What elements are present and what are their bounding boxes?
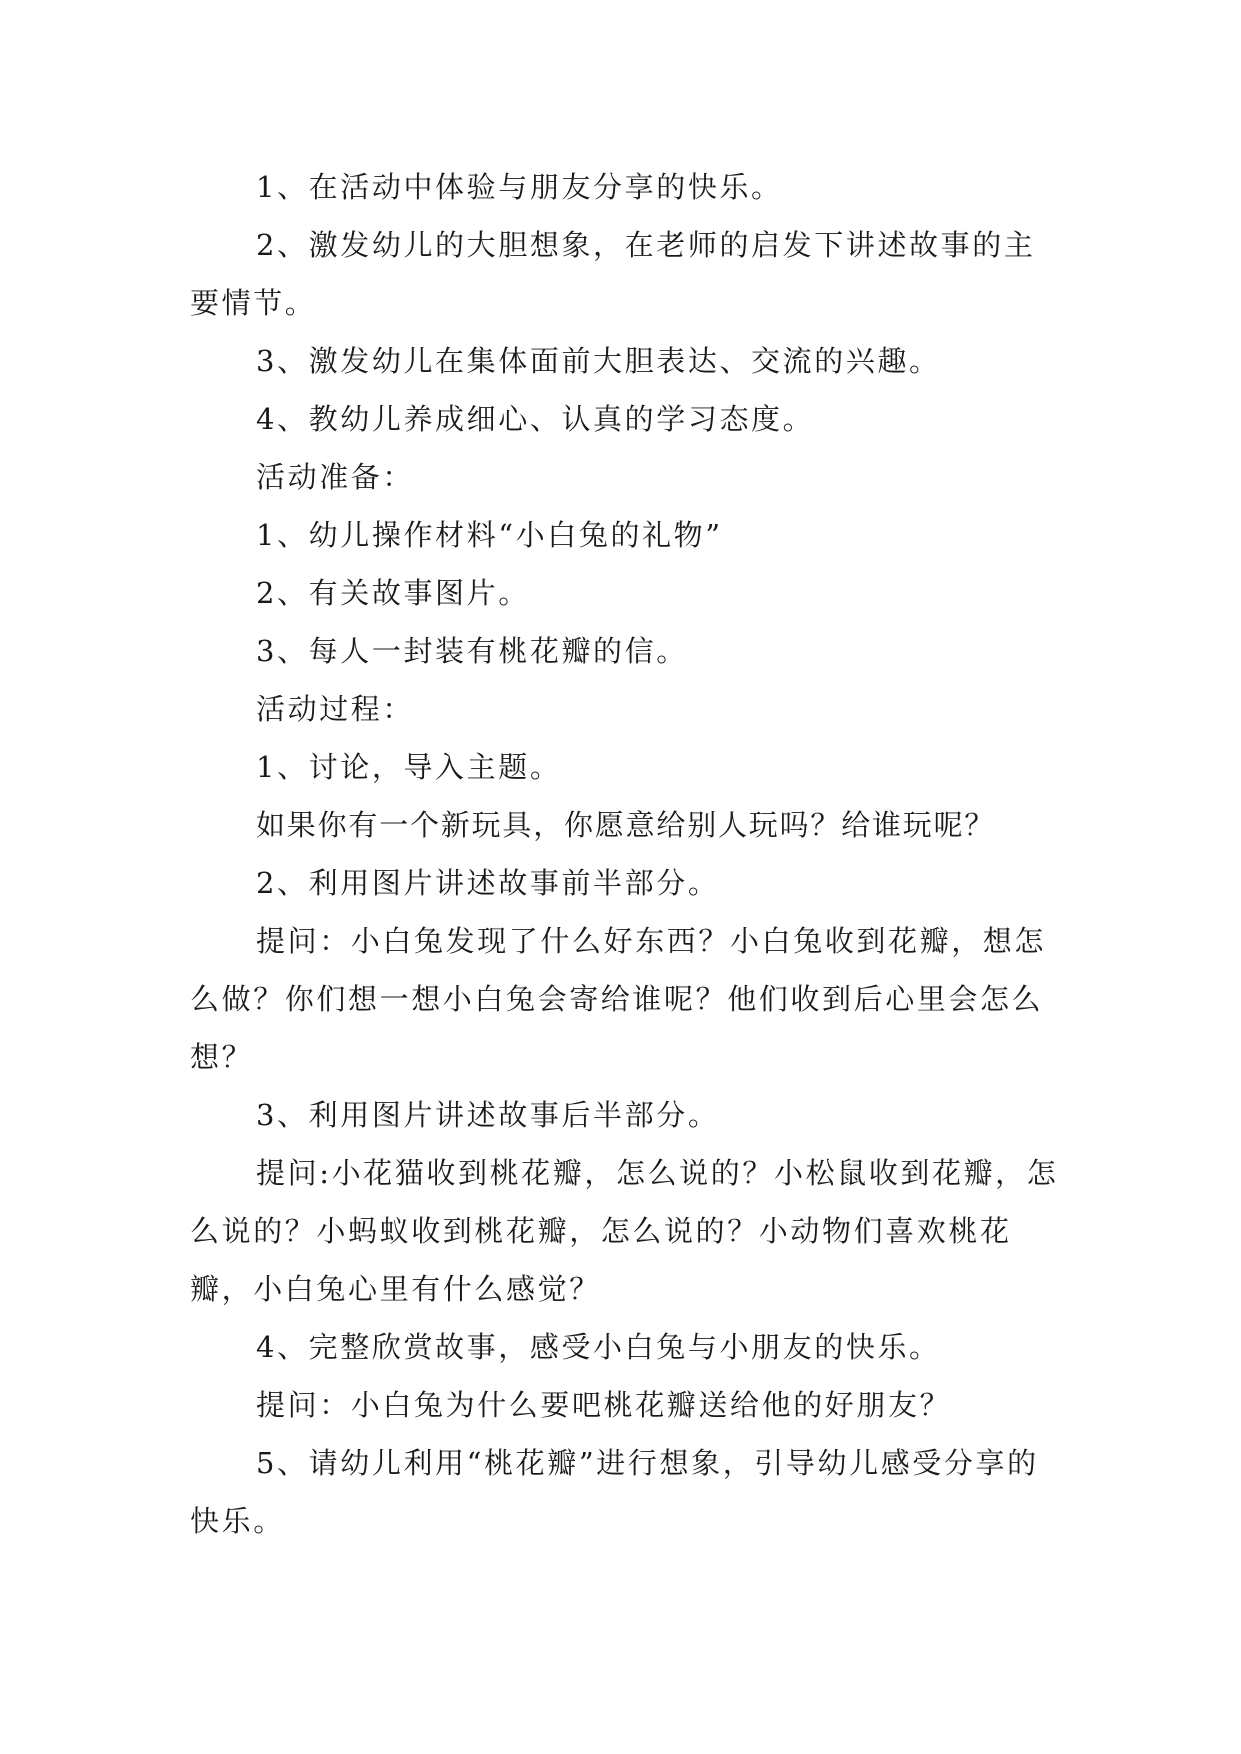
goal-item-1: 1、在活动中体验与朋友分享的快乐。: [256, 170, 783, 204]
section-heading-process: 活动过程：: [256, 692, 415, 726]
preparation-item-3: 3、每人一封装有桃花瓣的信。: [256, 634, 688, 668]
process-step-5: 5、请幼儿利用“桃花瓣”进行想象，引导幼儿感受分享的快乐。: [190, 1446, 1039, 1538]
process-step-1-question: 如果你有一个新玩具，你愿意给别人玩吗？给谁玩呢？: [256, 808, 996, 842]
process-step-1: 1、讨论，导入主题。: [256, 750, 562, 784]
goal-item-3: 3、激发幼儿在集体面前大胆表达、交流的兴趣。: [256, 344, 941, 378]
goal-item-4: 4、教幼儿养成细心、认真的学习态度。: [256, 402, 815, 436]
process-step-4: 4、完整欣赏故事，感受小白兔与小朋友的快乐。: [256, 1330, 941, 1364]
goal-item-2: 2、激发幼儿的大胆想象，在老师的启发下讲述故事的主要情节。: [190, 228, 1036, 320]
process-step-4-question: 提问：小白兔为什么要吧桃花瓣送给他的好朋友？: [256, 1388, 952, 1422]
preparation-item-1: 1、幼儿操作材料“小白兔的礼物”: [256, 518, 723, 552]
document-body: [190, 158, 1060, 1550]
section-heading-preparation: 活动准备：: [256, 460, 415, 494]
process-step-3-question: 提问:小花猫收到桃花瓣，怎么说的？小松鼠收到花瓣，怎么说的？小蚂蚁收到桃花瓣，怎么说的？小动物们喜欢桃花瓣，小白兔心里有什么感觉？: [190, 1156, 1059, 1306]
process-step-2-question: 提问：小白兔发现了什么好东西？小白兔收到花瓣，想怎么做？你们想一想小白兔会寄给谁呢？他们收到后心里会怎么想？: [190, 924, 1047, 1074]
process-step-3: 3、利用图片讲述故事后半部分。: [256, 1098, 720, 1132]
preparation-item-2: 2、有关故事图片。: [256, 576, 530, 610]
process-step-2: 2、利用图片讲述故事前半部分。: [256, 866, 720, 900]
